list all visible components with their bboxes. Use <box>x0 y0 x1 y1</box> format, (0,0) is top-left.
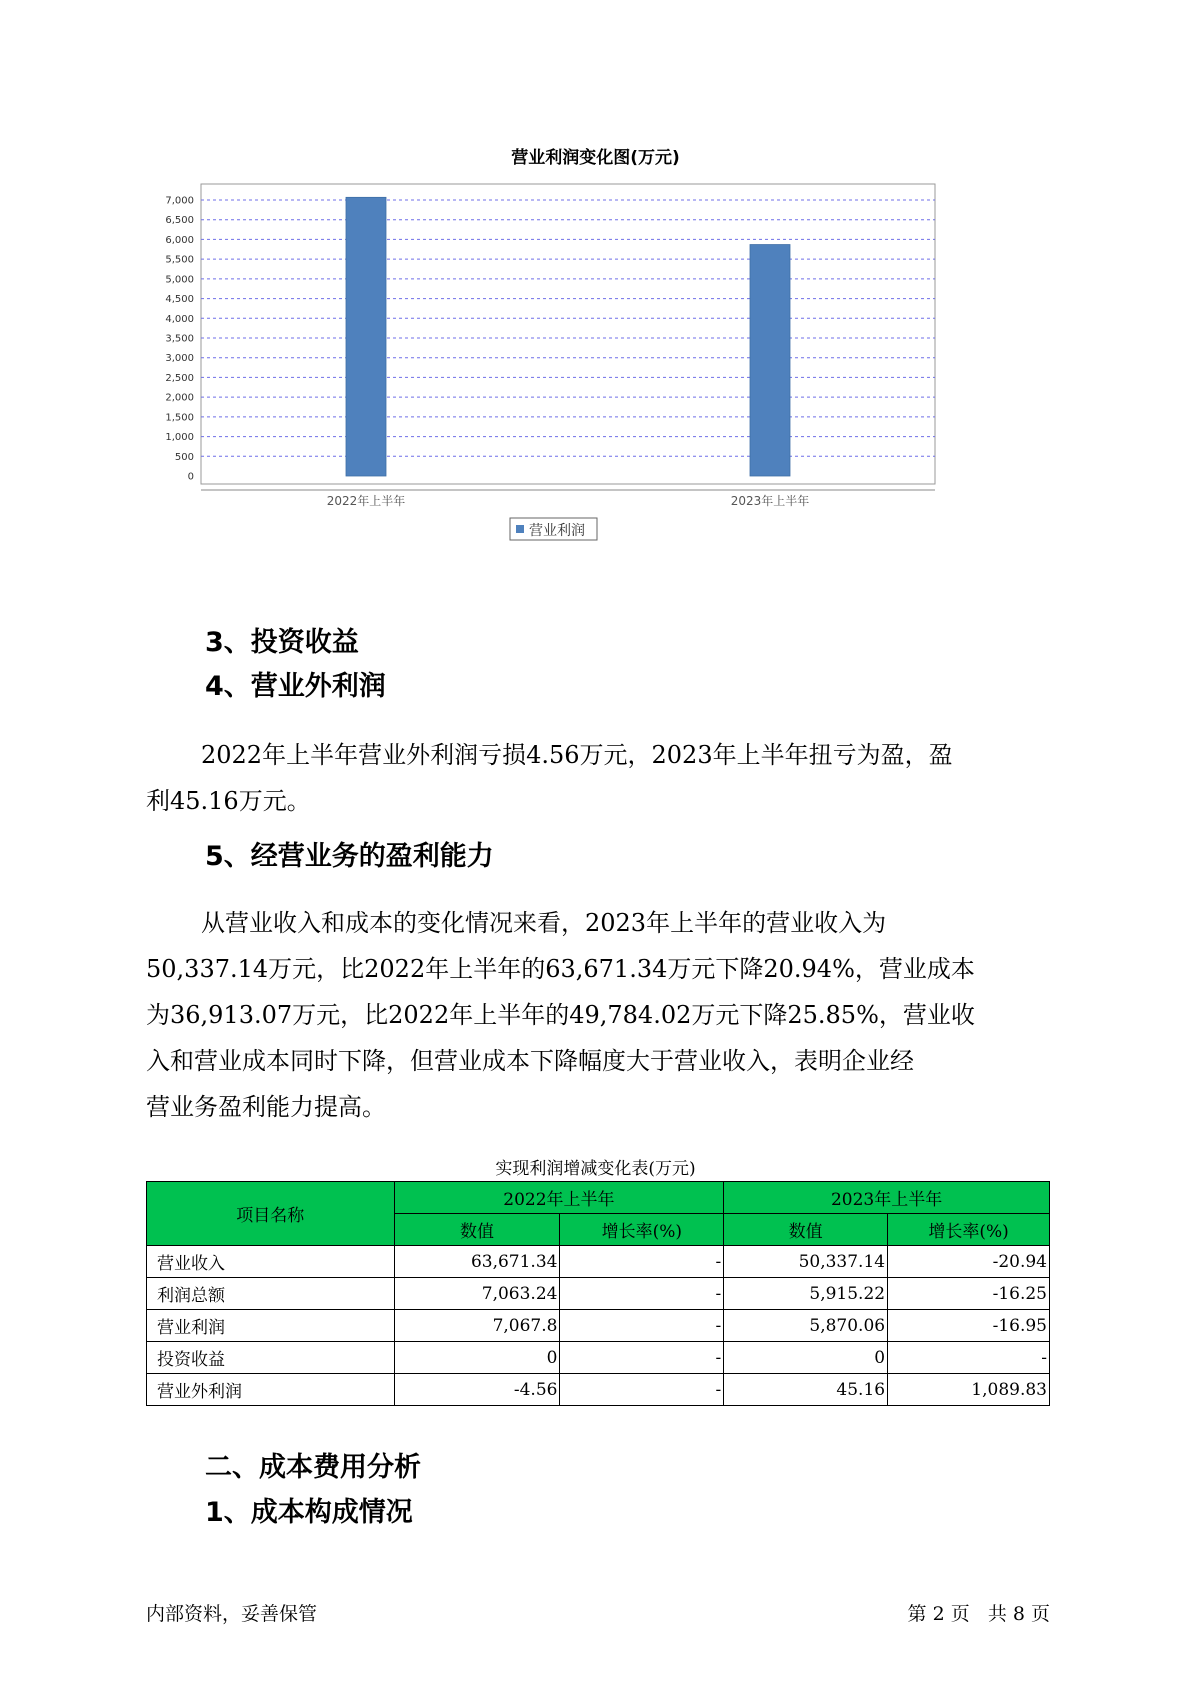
table-row <box>147 1310 1050 1342</box>
rate-2023: 1,089.83 <box>888 1374 1050 1406</box>
x-tick-label: 2023年上半年 <box>730 494 810 508</box>
legend-label: 营业利润 <box>529 523 585 539</box>
y-tick-label: 500 <box>174 451 194 463</box>
paragraph-profitability <box>146 900 1046 1130</box>
rate-2023: -16.95 <box>888 1310 1050 1342</box>
y-tick-label: 1,000 <box>165 432 194 444</box>
table-row <box>147 1374 1050 1406</box>
value-2023: 45.16 <box>724 1374 888 1406</box>
rate-2023: -20.94 <box>888 1246 1050 1278</box>
y-tick-label: 7,000 <box>165 195 194 207</box>
row-name: 投资收益 <box>147 1342 395 1374</box>
heading-cost-structure: 1、成本构成情况 <box>205 1497 413 1528</box>
paragraph-non-operating <box>146 732 1046 824</box>
plot-area <box>201 184 935 484</box>
x-tick-label: 2022年上半年 <box>326 494 406 508</box>
rate-2022: - <box>560 1278 724 1310</box>
row-name: 营业外利润 <box>147 1374 395 1406</box>
y-tick-labels <box>165 196 194 483</box>
paragraph-line: 50,337.14万元，比2022年上半年的63,671.34万元下降20.94%，营业成本 <box>146 955 975 983</box>
bar-1 <box>346 197 386 476</box>
y-tick-label: 4,000 <box>165 313 194 325</box>
header-rate-2022: 增长率(%) <box>560 1214 724 1246</box>
header-period-2022: 2022年上半年 <box>394 1182 724 1214</box>
y-tick-label: 6,000 <box>165 234 194 246</box>
legend <box>510 518 597 540</box>
y-tick-label: 2,500 <box>165 372 194 384</box>
rate-2022: - <box>560 1374 724 1406</box>
heading-investment-income: 3、投资收益 <box>205 627 359 658</box>
y-tick-label: 3,500 <box>165 333 194 345</box>
header-period-2023: 2023年上半年 <box>724 1182 1050 1214</box>
value-2023: 50,337.14 <box>724 1246 888 1278</box>
heading-profitability: 5、经营业务的盈利能力 <box>205 841 494 872</box>
table-row <box>147 1342 1050 1374</box>
table-row <box>147 1278 1050 1310</box>
rate-2022: - <box>560 1310 724 1342</box>
rate-2023: - <box>888 1342 1050 1374</box>
operating-profit-chart <box>150 180 950 550</box>
value-2023: 0 <box>724 1342 888 1374</box>
header-value-2023: 数值 <box>724 1214 888 1246</box>
table-caption: 实现利润增减变化表(万元) <box>495 1159 696 1179</box>
paragraph-line: 利45.16万元。 <box>146 787 311 815</box>
value-2022: 0 <box>394 1342 560 1374</box>
value-2022: 7,067.8 <box>394 1310 560 1342</box>
y-tick-label: 4,500 <box>165 294 194 306</box>
paragraph-line: 从营业收入和成本的变化情况来看，2023年上半年的营业收入为 <box>201 909 887 937</box>
profit-change-table <box>146 1181 1050 1406</box>
chart-title: 营业利润变化图(万元) <box>511 148 680 168</box>
value-2023: 5,915.22 <box>724 1278 888 1310</box>
value-2022: 63,671.34 <box>394 1246 560 1278</box>
table-row <box>147 1246 1050 1278</box>
paragraph-line: 入和营业成本同时下降，但营业成本下降幅度大于营业收入，表明企业经 <box>146 1047 914 1075</box>
heading-cost-analysis: 二、成本费用分析 <box>205 1452 421 1483</box>
footer-page-number: 第 2 页 共 8 页 <box>907 1603 1050 1625</box>
header-item-name: 项目名称 <box>147 1182 395 1246</box>
header-value-2022: 数值 <box>394 1214 560 1246</box>
row-name: 利润总额 <box>147 1278 395 1310</box>
rate-2022: - <box>560 1246 724 1278</box>
y-tick-label: 5,500 <box>165 254 194 266</box>
x-tick-labels <box>327 493 810 508</box>
bar-2 <box>750 245 790 476</box>
paragraph-line: 为36,913.07万元，比2022年上半年的49,784.02万元下降25.85%，营业收 <box>146 1001 975 1029</box>
y-tick-label: 2,000 <box>165 392 194 404</box>
heading-non-operating-profit: 4、营业外利润 <box>205 671 386 702</box>
value-2022: -4.56 <box>394 1374 560 1406</box>
rate-2022: - <box>560 1342 724 1374</box>
rate-2023: -16.25 <box>888 1278 1050 1310</box>
legend-swatch <box>516 525 524 533</box>
y-tick-label: 3,000 <box>165 353 194 365</box>
y-tick-label: 0 <box>187 471 194 483</box>
value-2023: 5,870.06 <box>724 1310 888 1342</box>
row-name: 营业利润 <box>147 1310 395 1342</box>
y-tick-label: 1,500 <box>165 412 194 424</box>
row-name: 营业收入 <box>147 1246 395 1278</box>
y-tick-label: 6,500 <box>165 215 194 227</box>
header-rate-2023: 增长率(%) <box>888 1214 1050 1246</box>
y-tick-label: 5,000 <box>165 274 194 286</box>
value-2022: 7,063.24 <box>394 1278 560 1310</box>
paragraph-line: 营业务盈利能力提高。 <box>146 1093 386 1121</box>
paragraph-line: 2022年上半年营业外利润亏损4.56万元，2023年上半年扭亏为盈，盈 <box>201 741 953 769</box>
footer-confidential: 内部资料，妥善保管 <box>146 1603 318 1625</box>
